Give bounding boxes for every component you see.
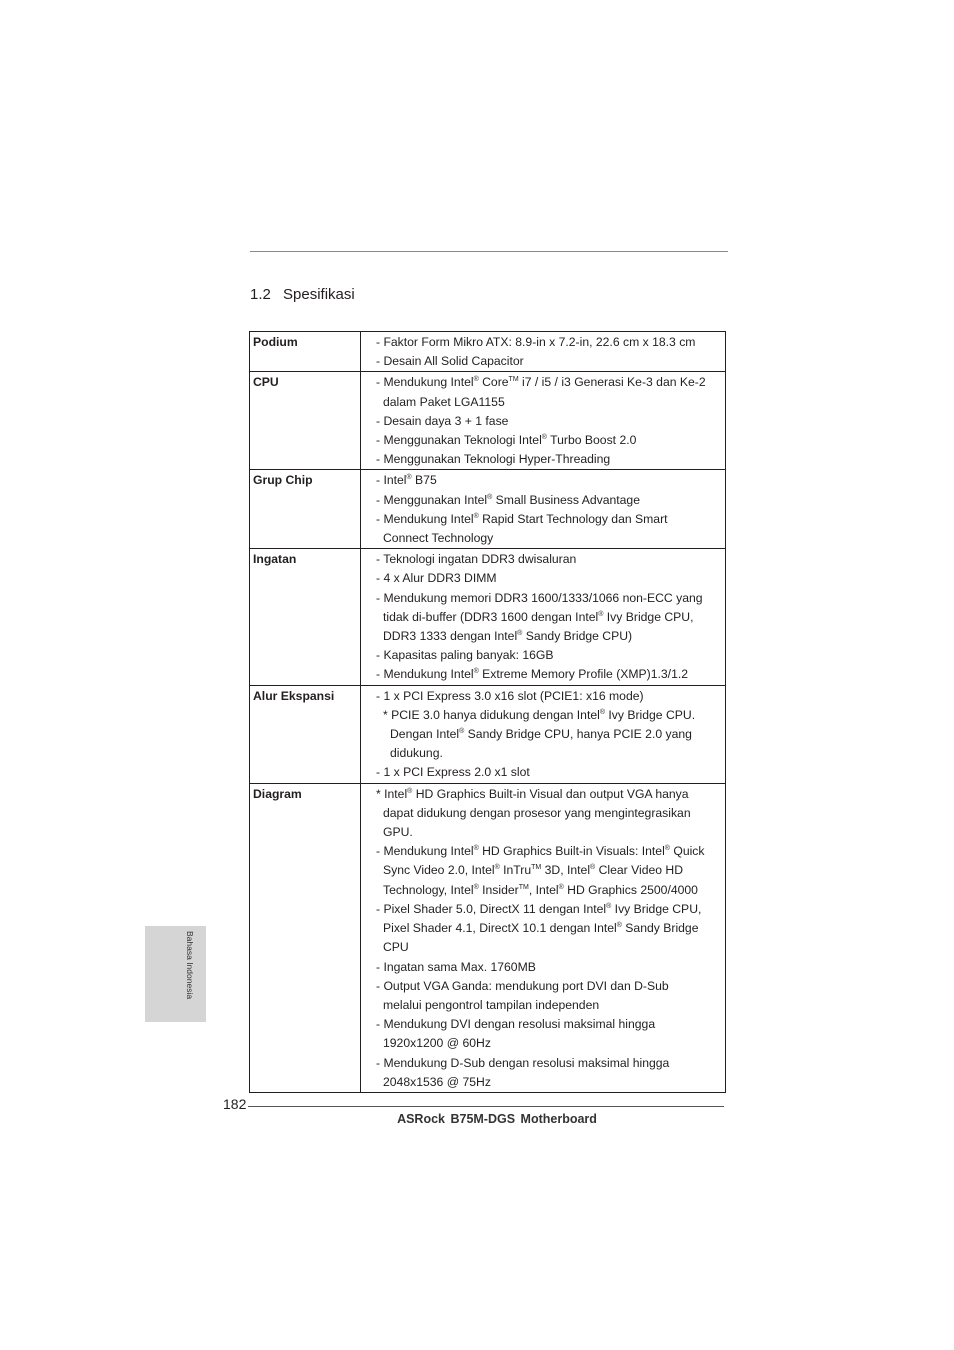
spec-line: - 1 x PCI Express 3.0 x16 slot (PCIE1: x16 mode) <box>376 688 644 703</box>
spec-line: - Menggunakan Intel® Small Business Advantage <box>376 492 640 507</box>
spec-line: Sync Video 2.0, Intel® InTru™ 3D, Intel® Clear Video HD <box>383 863 684 878</box>
registered-mark: ® <box>590 864 596 872</box>
spec-line: - Ingatan sama Max. 1760MB <box>376 959 536 974</box>
spec-line: Pixel Shader 4.1, DirectX 10.1 dengan Intel® Sandy Bridge <box>383 921 699 936</box>
spec-label: Alur Ekspansi <box>250 685 361 783</box>
spec-line: - Output VGA Ganda: mendukung port DVI dan D-Sub <box>376 978 669 993</box>
spec-row <box>250 332 726 372</box>
spec-line: - Mendukung memori DDR3 1600/1333/1066 non-ECC yang <box>376 590 703 605</box>
spec-line: 1920x1200 @ 60Hz <box>383 1036 491 1051</box>
registered-mark: ® <box>473 376 479 384</box>
page-number: 182 <box>223 1096 247 1112</box>
registered-mark: ® <box>473 883 479 891</box>
spec-line: Dengan Intel® Sandy Bridge CPU, hanya PCIE 2.0 yang <box>390 727 692 742</box>
spec-line: - Menggunakan Teknologi Hyper-Threading <box>376 452 611 467</box>
spec-line: melalui pengontrol tampilan independen <box>383 997 600 1012</box>
spec-line: dalam Paket LGA1155 <box>383 394 505 409</box>
spec-line: - Faktor Form Mikro ATX: 8.9-in x 7.2-in, 22.6 cm x 18.3 cm <box>376 335 696 349</box>
spec-line: GPU. <box>383 825 413 840</box>
spec-line: - Desain daya 3 + 1 fase <box>376 413 509 428</box>
spec-line: Technology, Intel® Insider™, Intel® HD Graphics 2500/4000 <box>383 882 698 897</box>
top-divider <box>250 251 728 252</box>
spec-details <box>361 783 726 1092</box>
spec-line: - Mendukung Intel® HD Graphics Built-in Visuals: Intel® Quick <box>376 844 705 859</box>
registered-mark: ® <box>473 845 479 853</box>
registered-mark: ® <box>459 728 465 736</box>
registered-mark: ® <box>473 668 479 676</box>
trademark-mark: TM <box>508 376 519 384</box>
trademark-mark: TM <box>518 883 529 891</box>
spec-line: CPU <box>383 940 409 955</box>
language-side-tab <box>145 926 206 1022</box>
registered-mark: ® <box>599 708 605 716</box>
spec-line: - Desain All Solid Capacitor <box>376 354 524 369</box>
section-heading <box>250 286 355 303</box>
registered-mark: ® <box>558 883 564 891</box>
spec-line: * PCIE 3.0 hanya didukung dengan Intel® Ivy Bridge CPU. <box>383 707 696 722</box>
section-number: 1.2 <box>250 286 271 303</box>
spec-details <box>361 685 726 783</box>
spec-label: Podium <box>250 332 361 372</box>
section-title: Spesifikasi <box>283 286 355 303</box>
spec-details <box>361 332 726 372</box>
spec-row <box>250 470 726 549</box>
registered-mark: ® <box>473 512 479 520</box>
spec-line: DDR3 1333 dengan Intel® Sandy Bridge CPU) <box>383 629 633 644</box>
spec-line: didukung. <box>390 746 443 761</box>
spec-label: Ingatan <box>250 549 361 685</box>
registered-mark: ® <box>406 474 412 482</box>
spec-line: - Mendukung D-Sub dengan resolusi maksimal hingga <box>376 1055 670 1070</box>
registered-mark: ® <box>616 922 622 930</box>
registered-mark: ® <box>664 845 670 853</box>
spec-line: - 1 x PCI Express 2.0 x1 slot <box>376 765 530 780</box>
spec-details <box>361 549 726 685</box>
spec-line: - Kapasitas paling banyak: 16GB <box>376 648 554 663</box>
spec-label: CPU <box>250 372 361 470</box>
footer-title: ASRock B75M-DGS Motherboard <box>397 1112 597 1126</box>
specification-rows <box>250 332 726 1093</box>
side-tab-label: Bahasa Indonesia <box>185 931 195 1000</box>
registered-mark: ® <box>494 864 500 872</box>
trademark-mark: TM <box>531 864 542 872</box>
spec-line: - Mendukung DVI dengan resolusi maksimal hingga <box>376 1017 656 1032</box>
spec-line: 2048x1536 @ 75Hz <box>383 1074 491 1089</box>
spec-label: Grup Chip <box>250 470 361 549</box>
specification-table <box>249 331 726 1093</box>
spec-row <box>250 372 726 470</box>
spec-line: - Intel® B75 <box>376 473 437 488</box>
registered-mark: ® <box>598 610 604 618</box>
spec-line: - Mendukung Intel® Core™ i7 / i5 / i3 Generasi Ke-3 dan Ke-2 <box>376 375 706 390</box>
spec-row <box>250 685 726 783</box>
spec-line: * Intel® HD Graphics Built-in Visual dan output VGA hanya <box>376 786 689 801</box>
registered-mark: ® <box>606 902 612 910</box>
registered-mark: ® <box>407 787 413 795</box>
spec-row <box>250 549 726 685</box>
spec-line: dapat didukung dengan prosesor yang mengintegrasikan <box>383 805 691 820</box>
bottom-divider <box>248 1106 724 1107</box>
spec-line: - Mendukung Intel® Rapid Start Technology dan Smart <box>376 511 668 526</box>
registered-mark: ® <box>517 630 523 638</box>
spec-details <box>361 372 726 470</box>
registered-mark: ® <box>487 493 493 501</box>
spec-line: tidak di-buffer (DDR3 1600 dengan Intel® Ivy Bridge CPU, <box>383 609 694 624</box>
spec-line: - Teknologi ingatan DDR3 dwisaluran <box>376 552 577 567</box>
spec-details <box>361 470 726 549</box>
spec-row <box>250 783 726 1092</box>
registered-mark: ® <box>541 434 547 442</box>
spec-line: Connect Technology <box>383 531 494 546</box>
spec-label: Diagram <box>250 783 361 1092</box>
spec-line: - Menggunakan Teknologi Intel® Turbo Boost 2.0 <box>376 433 637 448</box>
spec-line: - 4 x Alur DDR3 DIMM <box>376 571 497 586</box>
spec-line: - Pixel Shader 5.0, DirectX 11 dengan Intel® Ivy Bridge CPU, <box>376 901 702 916</box>
spec-line: - Mendukung Intel® Extreme Memory Profile (XMP)1.3/1.2 <box>376 667 689 682</box>
